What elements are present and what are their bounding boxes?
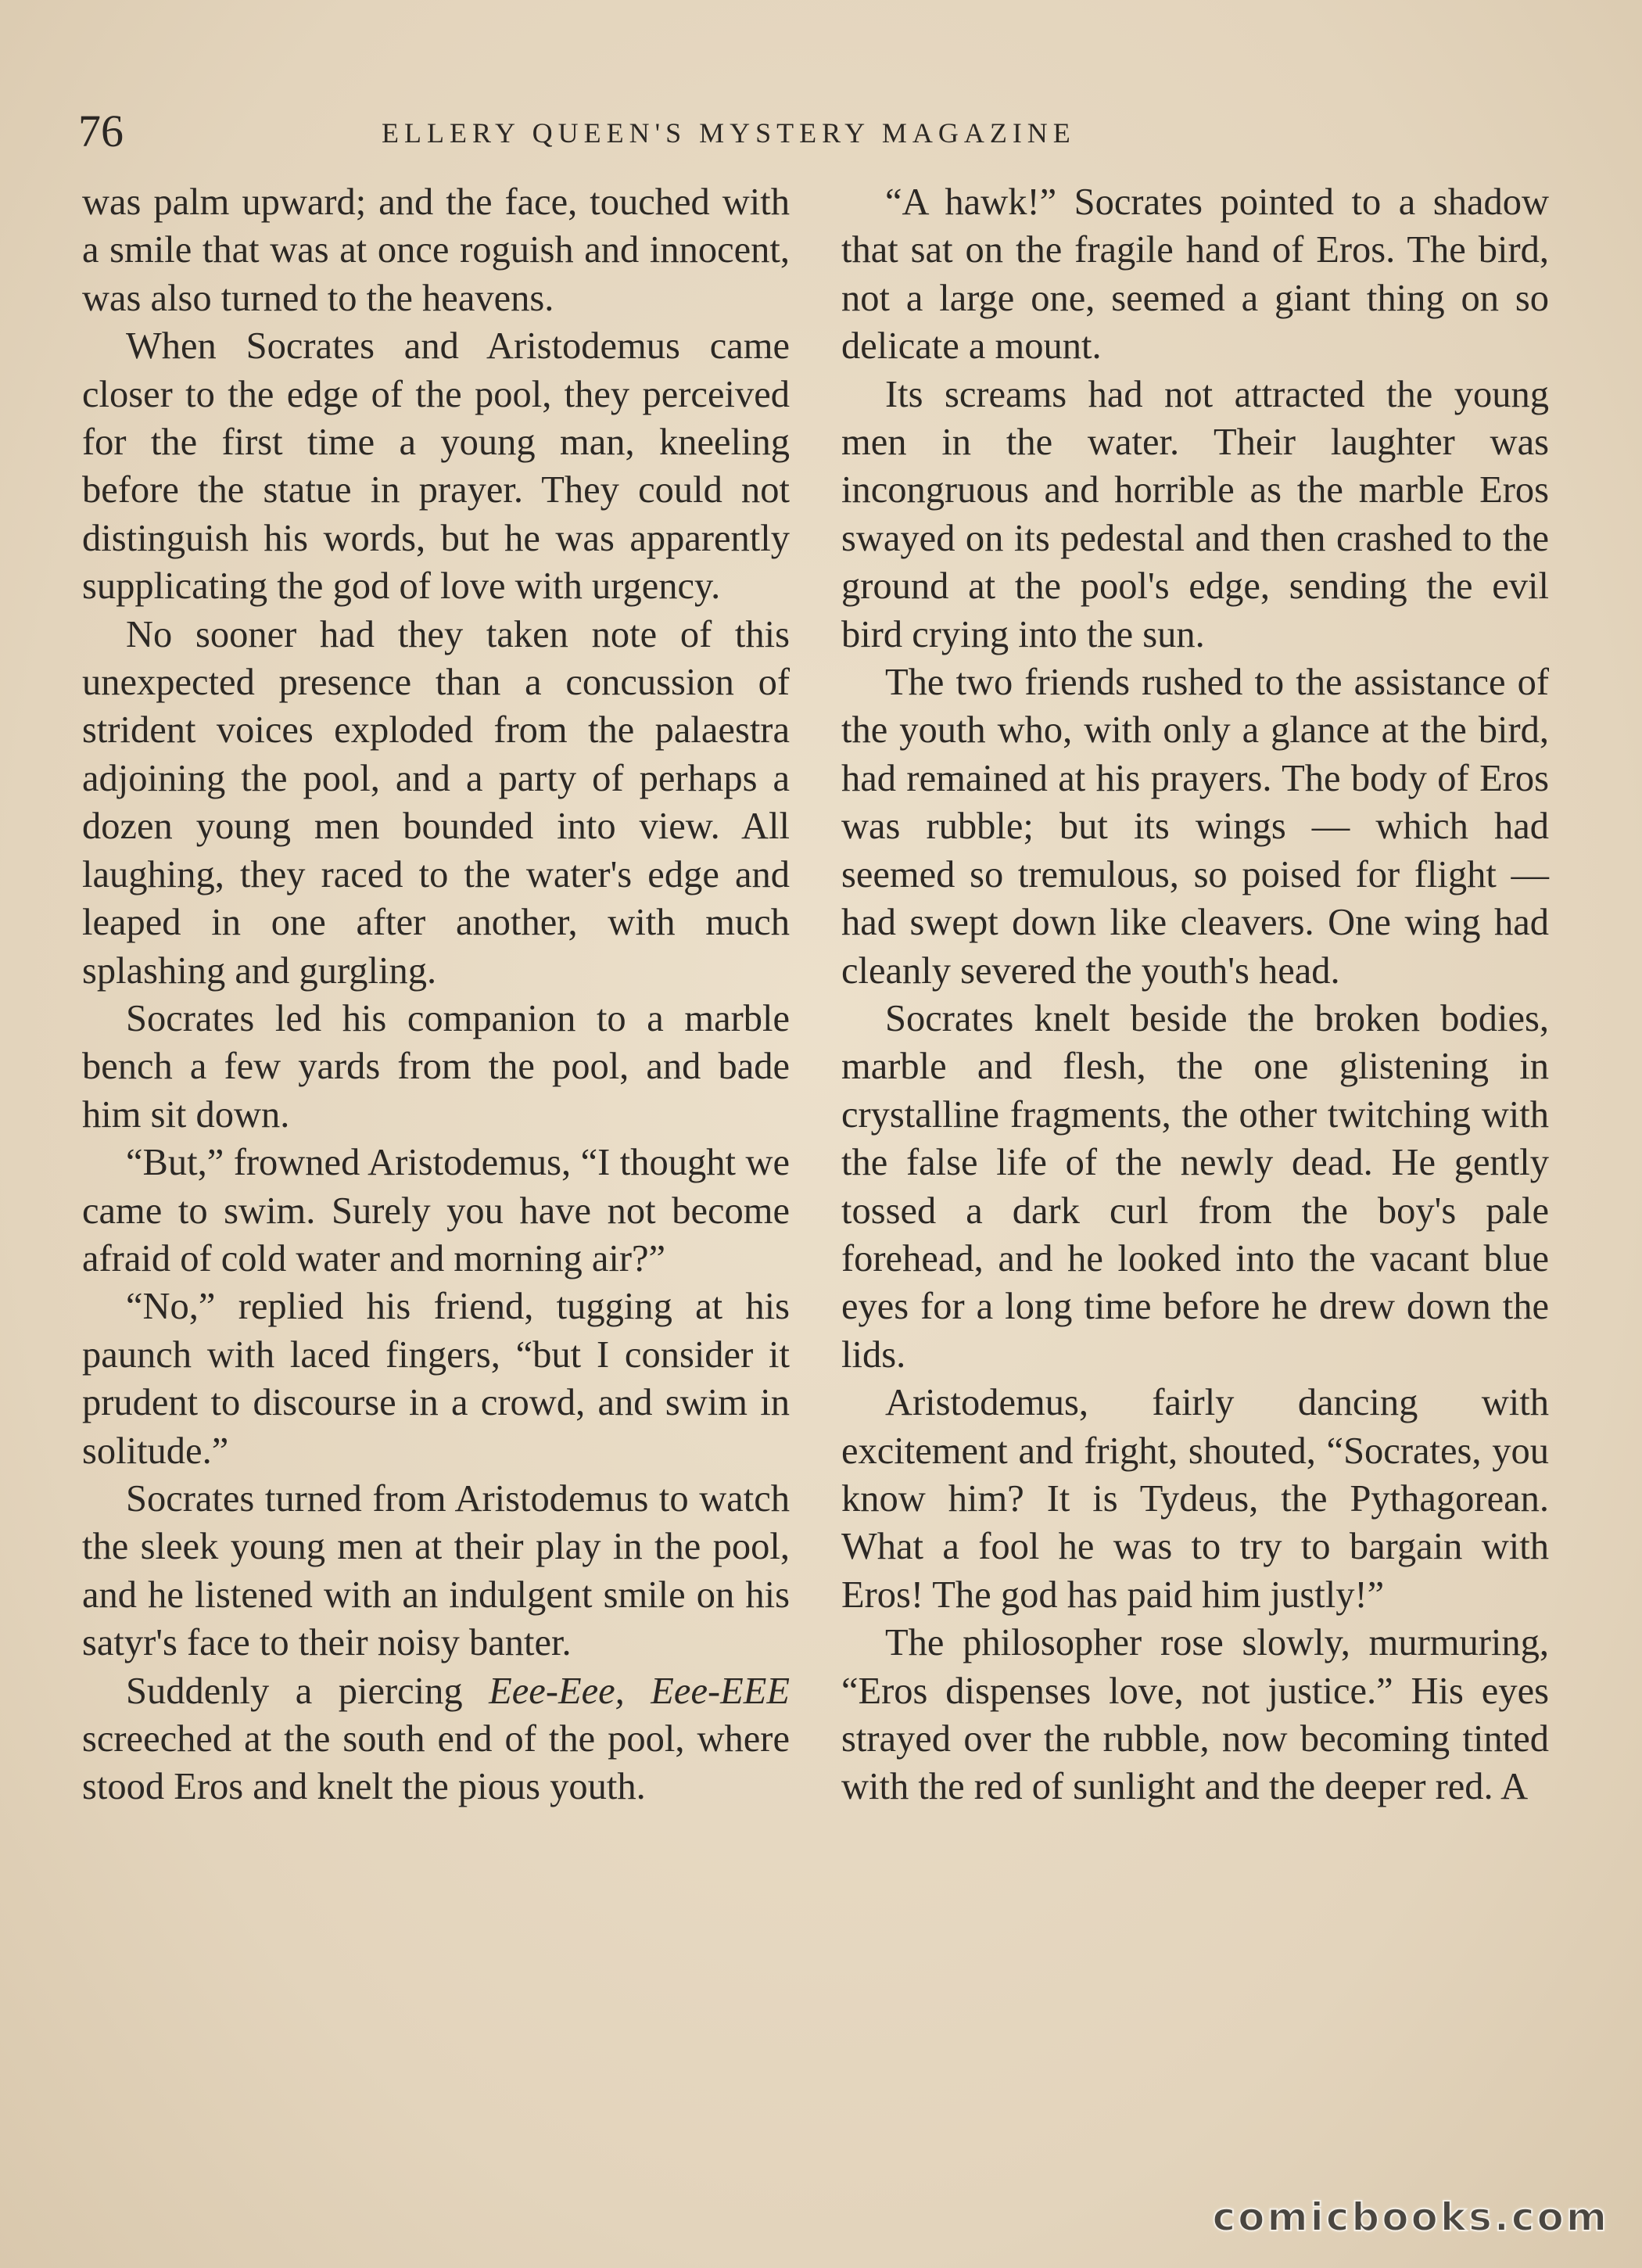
- paragraph: “But,” frowned Aristodemus, “I thought we came to swim. Surely you have not become afraid of cold water and morning air?”: [82, 1142, 790, 1279]
- paragraph: “A hawk!” Socrates pointed to a shadow that sat on the fragile hand of Eros. The bird, not a large one, seemed a giant thing on so delicate a mount.: [841, 181, 1549, 368]
- watermark: comicbooks.com: [1212, 2194, 1609, 2240]
- running-head: ELLERY QUEEN'S MYSTERY MAGAZINE: [382, 117, 1076, 149]
- paragraph: No sooner had they taken note of this unexpected presence than a concussion of strident voices exploded from the palaestra adjoining the pool, and a party of perhaps a dozen young men bounded into view. All laughing, they raced to the water's edge and leaped in one after another, with much splashing and gurgling.: [82, 613, 790, 992]
- right-column: [841, 178, 1549, 1811]
- paragraph-text: Suddenly a piercing: [126, 1670, 489, 1712]
- page-header: [78, 108, 1564, 155]
- paragraph: The philosopher rose slowly, murmuring, “Eros dispenses love, not justice.” His eyes strayed over the rubble, now becoming tinted with the red of sunlight and the deeper red. A: [841, 1622, 1549, 1808]
- paragraph: Socrates turned from Aristodemus to watch the sleek young men at their play in the pool, and he listened with an indulgent smile on his satyr's face to their noisy banter.: [82, 1477, 790, 1664]
- left-column: [82, 178, 790, 1811]
- paragraph: was palm upward; and the face, touched with a smile that was at once roguish and innocent, was also turned to the heavens.: [82, 181, 790, 319]
- emphasized-sound: Eee-Eee, Eee-EEE: [489, 1670, 790, 1712]
- paragraph: [82, 1667, 790, 1811]
- paragraph: “No,” replied his friend, tugging at his paunch with laced fingers, “but I consider it prudent to discourse in a crowd, and swim in solitude.”: [82, 1286, 790, 1472]
- paragraph: Its screams had not attracted the young men in the water. Their laughter was incongruous and horrible as the marble Eros swayed on its pedestal and then crashed to the ground at the pool's edge, sending the evil bird crying into the sun.: [841, 373, 1549, 655]
- paragraph: Socrates led his companion to a marble bench a few yards from the pool, and bade him sit down.: [82, 997, 790, 1136]
- page-number: 76: [78, 106, 124, 156]
- paragraph: The two friends rushed to the assistance of the youth who, with only a glance at the bird, had remained at his prayers. The body of Eros was rubble; but its wings — which had seemed so tremulous, so poised for flight — had swept down like cleavers. One wing had cleanly severed the youth's head.: [841, 662, 1549, 992]
- paragraph-text: screeched at the south end of the pool, where stood Eros and knelt the pious youth.: [82, 1718, 790, 1808]
- paragraph: Aristodemus, fairly dancing with excitement and fright, shouted, “Socrates, you know him? It is Tydeus, the Pythagorean. What a fool he was to try to bargain with Eros! The god has paid him justly!”: [841, 1382, 1549, 1616]
- paragraph: When Socrates and Aristodemus came closer to the edge of the pool, they perceived for the first time a young man, kneeling before the statue in prayer. They could not distinguish his words, but he was apparently supplicating the god of love with urgency.: [82, 325, 790, 608]
- paragraph: Socrates knelt beside the broken bodies, marble and flesh, the one glistening in crystalline fragments, the other twitching with the false life of the newly dead. He gently tossed a dark curl from the boy's pale forehead, and he looked into the vacant blue eyes for a long time before he drew down the lids.: [841, 997, 1549, 1376]
